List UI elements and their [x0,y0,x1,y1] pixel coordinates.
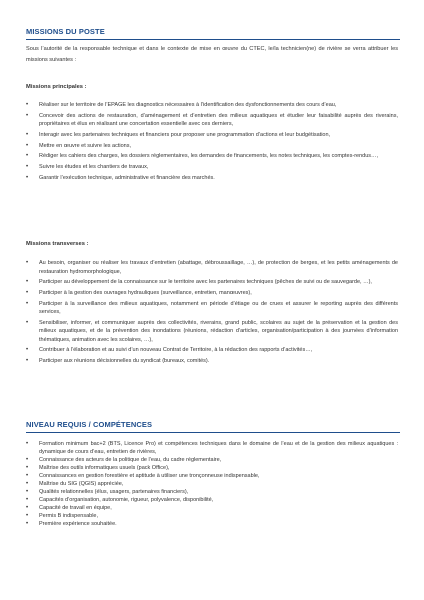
list-item: • Permis B indispensable, [26,513,398,521]
intro-paragraph: Sous l’autorité de la responsable technique et dans le contexte de mise en œuvre du CTEC, le/la technicien(ne) de rivière se verra attribuer les missions suivantes : [26,46,398,63]
section-heading-missions: MISSIONS DU POSTE [26,27,400,40]
list-item: • Participer aux réunions décisionnelles du syndicat (bureaux, comités). [26,357,398,366]
list-item: • Participer à la surveillance des milieux aquatiques, notamment en période d’étiage ou de crues et assurer le reporting auprès des différents services, [26,300,398,317]
list-item: • Participer au développement de la connaissance sur le territoire avec les partenaires techniques (pêches de suivi ou de sauvegarde, …), [26,278,398,287]
list-item: • Contribuer à l’élaboration et au suivi d’un nouveau Contrat de Territoire, à la rédaction des rapports d’activités…, [26,346,398,355]
list-item: • Capacité de travail en équipe, [26,505,398,513]
missions-principales-list [26,101,398,184]
list-item: • Connaissance des acteurs de la politique de l’eau, du cadre réglementaire, [26,457,398,465]
subheading-missions-transverses: Missions transverses : [26,241,89,247]
list-item: • Formation minimum bac+2 (BTS, Licence Pro) et compétences techniques dans le domaine de l’eau et de la gestion des milieux aquatiques : dynamique de cours d’eau, entretien de rivières, [26,441,398,456]
missions-transverses-list [26,259,398,368]
list-item: • Capacités d’organisation, autonomie, rigueur, polyvalence, disponibilité, [26,497,398,505]
section-heading-requis: NIVEAU REQUIS / COMPÉTENCES [26,420,400,433]
list-item: • Connaissances en gestion forestière et aptitude à utiliser une tronçonneuse indispensable, [26,473,398,481]
list-item: • Garantir l’exécution technique, administrative et financière des marchés. [26,174,398,183]
list-item: • Concevoir des actions de restauration, d’aménagement et d’entretien des milieux aquatiques et étudier leur faisabilité auprès des riverains, propriétaires et élus en réalisant une concertation essentielle avec ces derniers, [26,112,398,129]
list-item: • Rédiger les cahiers des charges, les dossiers réglementaires, les demandes de financements, les notes techniques, les comptes-rendus…, [26,152,398,161]
list-item: • Mettre en œuvre et suivre les actions, [26,142,398,151]
list-item: • Au besoin, organiser ou réaliser les travaux d’entretien (abattage, débroussaillage, …), de protection de berges, et les petits aménagements de restauration hydromorphologique, [26,259,398,276]
list-item: • Maîtrise du SIG (QGIS) appréciée, [26,481,398,489]
list-item: • Qualités relationnelles (élus, usagers, partenaires financiers), [26,489,398,497]
competences-list [26,441,398,529]
list-item: • Sensibiliser, informer, et communiquer auprès des collectivités, riverains, grand public, scolaires au sujet de la préservation et la gestion des milieux aquatiques, et de la prévention des inondations (réunions, rédaction d’articles, organisation/participation à des journées d’information thématiques, animation avec les scolaires, …), [26,319,398,345]
list-item: • Maîtrise des outils informatiques usuels (pack Office), [26,465,398,473]
list-item: • Suivre les études et les chantiers de travaux, [26,163,398,172]
list-item: • Interagir avec les partenaires techniques et financiers pour proposer une programmation d’actions et leur budgétisation, [26,131,398,140]
list-item: • Participer à la gestion des ouvrages hydrauliques (surveillance, entretien, manœuvres), [26,289,398,298]
list-item: • Réaliser sur le territoire de l’EPAGE les diagnostics nécessaires à l’identification des dysfonctionnements des cours d’eau, [26,101,398,110]
list-item: • Première expérience souhaitée. [26,521,398,529]
subheading-missions-principales: Missions principales : [26,84,87,90]
